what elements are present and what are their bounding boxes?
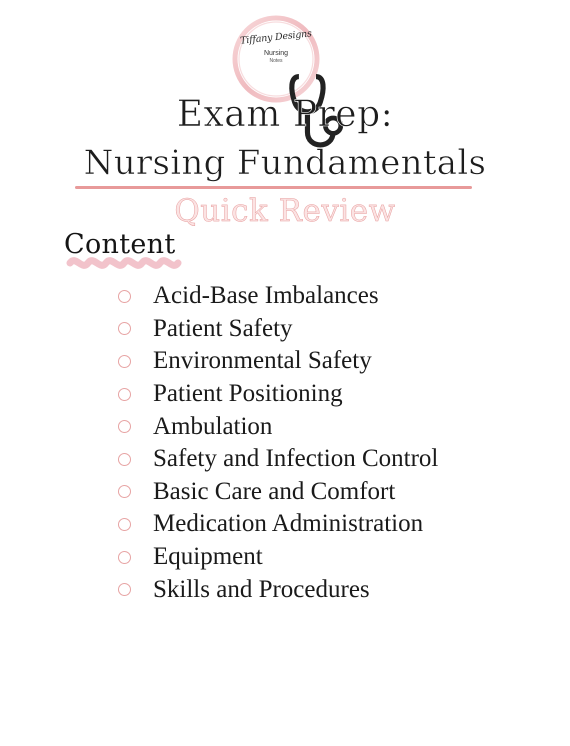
title-divider [75,186,472,189]
list-item-label: Ambulation [153,412,273,440]
list-item [118,280,438,313]
brand-logo [229,12,323,106]
content-heading: Content [64,229,176,260]
circle-bullet-icon [118,420,131,433]
list-item-label: Patient Positioning [153,380,343,408]
list-item [118,476,438,509]
content-heading-block [64,229,175,260]
circle-bullet-icon [118,290,131,303]
circle-bullet-icon [118,583,131,596]
page-title-line1: Exam Prep: [176,94,394,135]
circle-bullet-icon [118,322,131,335]
list-item-label: Medication Administration [153,510,424,538]
logo-line2: Nursing [263,50,289,57]
list-item-label: Basic Care and Comfort [153,477,396,505]
list-item [118,508,438,541]
logo-script-text: Tiffany Designs [239,28,313,47]
list-item-label: Equipment [153,543,263,571]
circle-bullet-icon [118,355,131,368]
page-subtitle: Quick Review [174,193,396,229]
list-item [118,410,438,443]
list-item-label: Environmental Safety [153,347,372,375]
page-title-line2: Nursing Fundamentals [83,143,487,183]
list-item-label: Skills and Procedures [153,575,370,603]
list-item [118,378,438,411]
list-item [118,345,438,378]
circle-bullet-icon [118,485,131,498]
list-item-label: Acid-Base Imbalances [153,282,379,310]
circle-bullet-icon [118,551,131,564]
list-item-label: Patient Safety [153,314,293,342]
list-item [118,313,438,346]
content-list [118,280,438,606]
circle-bullet-icon [118,453,131,466]
list-item [118,573,438,606]
list-item [118,443,438,476]
circle-bullet-icon [118,518,131,531]
logo-line3: Notes [269,58,283,64]
list-item-label: Safety and Infection Control [153,445,439,473]
circle-bullet-icon [118,388,131,401]
list-item [118,541,438,574]
